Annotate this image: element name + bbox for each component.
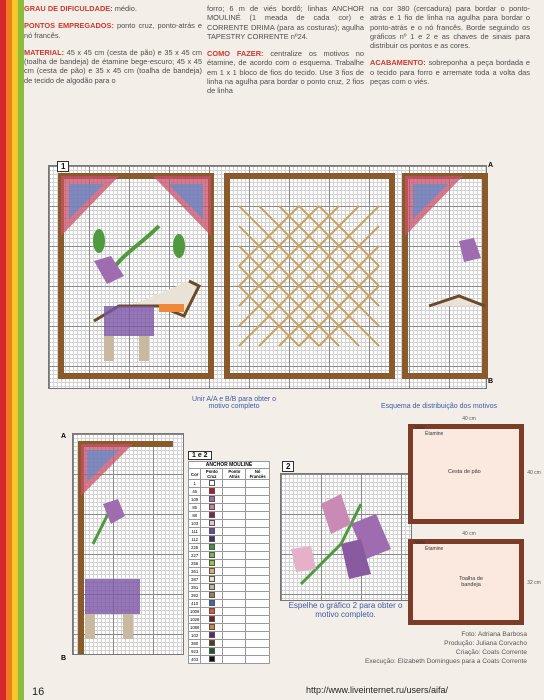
legend-knot-cell <box>246 504 270 512</box>
legend-color-code: 1028 <box>190 617 200 623</box>
legend-swatch <box>209 560 215 566</box>
legend-swatch-cell <box>201 536 223 544</box>
legend-row <box>189 640 270 648</box>
legend-knot-cell <box>246 544 270 552</box>
legend-swatch <box>209 608 215 614</box>
legend-back-cell <box>223 536 246 544</box>
legend-back-cell <box>223 512 246 520</box>
legend-knot-cell <box>246 528 270 536</box>
legend-swatch <box>209 600 215 606</box>
legend-swatch-cell <box>201 648 223 656</box>
legend-color-code: 109 <box>189 496 201 504</box>
dificuldade-value: médio. <box>114 4 137 13</box>
legend-swatch-cell <box>201 496 223 504</box>
legend-swatch-cell <box>201 584 223 592</box>
legend-swatch <box>209 568 215 574</box>
legend-color-code: 1086 <box>190 625 200 631</box>
material-label: MATERIAL: <box>24 47 65 57</box>
legend-swatch-cell <box>201 568 223 576</box>
legend-knot-cell <box>246 608 270 616</box>
legend-swatch-cell <box>201 560 223 568</box>
legend-back-cell <box>223 656 246 664</box>
legend-back-cell <box>223 496 246 504</box>
legend-back-cell <box>223 592 246 600</box>
legend-back-cell <box>223 584 246 592</box>
legend-row <box>189 512 270 520</box>
legend-back-cell <box>223 640 246 648</box>
legend-back-cell <box>223 608 246 616</box>
legend-knot-cell <box>246 560 270 568</box>
legend-knot-cell <box>246 632 270 640</box>
esquema-toalha-de-bandeja <box>408 539 524 625</box>
chart-1-grid <box>48 165 487 389</box>
legend-swatch-cell <box>201 520 223 528</box>
legend-knot-cell <box>246 592 270 600</box>
legend-swatch-cell <box>201 592 223 600</box>
legend-swatch <box>209 592 215 598</box>
legend-back-cell <box>223 528 246 536</box>
pontos-value: ponto cruz, ponto-atrás e nó francês. <box>24 21 202 40</box>
legend-knot-cell <box>246 624 270 632</box>
legend-color-code: 225 <box>189 544 201 552</box>
legend-back-cell <box>223 600 246 608</box>
legend-back-cell <box>223 480 246 488</box>
vies-label: Viés <box>415 425 425 431</box>
legend-color-code: 361 <box>189 568 201 576</box>
legend-row <box>189 496 270 504</box>
mark-a-bottom: A <box>61 433 67 440</box>
legend-row <box>189 552 270 560</box>
source-url: http://www.liveinternet.ru/users/aifa/ <box>306 685 449 695</box>
chart-2-grid <box>280 473 412 601</box>
esquema-bottom-height: 32 cm <box>527 580 541 586</box>
cesta-de-pao-label: Cesta de pão <box>448 469 481 475</box>
legend-back-cell <box>223 520 246 528</box>
legend-row <box>189 480 270 488</box>
legend-color-code: 88 <box>189 512 201 520</box>
legend-color-code: 403 <box>189 656 201 664</box>
legend-knot-cell <box>246 616 270 624</box>
legend-swatch-cell <box>201 488 223 496</box>
legend-header: Nó Francês <box>246 469 270 480</box>
chart-1-motif <box>49 166 486 388</box>
legend-back-cell <box>223 616 246 624</box>
esquema-top-width: 40 cm <box>462 416 476 422</box>
legend-color-code: 227 <box>189 552 201 560</box>
magazine-page <box>24 0 539 700</box>
chart-lower-left-grid <box>72 433 184 655</box>
legend-back-cell <box>223 504 246 512</box>
mark-b-bottom: B <box>61 655 67 662</box>
legend-color-code: 380 <box>189 640 201 648</box>
legend-swatch-cell <box>201 656 223 664</box>
legend-color-code: 256 <box>189 560 201 568</box>
legend-color-code: 111 <box>189 528 201 536</box>
legend-swatch <box>209 536 215 542</box>
legend-knot-cell <box>246 552 270 560</box>
como-fazer-value: centralize os motivos no étamine, de acordo com o esquema. Trabalhe em 1 x 1 bloco de fios do tecido. Use 3 fios de linha na agulha para bordar o ponto cruz, 2 fios de linha <box>207 49 364 96</box>
mark-a-top: A <box>488 162 494 169</box>
legend-back-cell <box>223 568 246 576</box>
legend-color-code: 1 <box>189 480 201 488</box>
legend-swatch-cell <box>201 480 223 488</box>
legend-row <box>189 624 270 632</box>
legend-header: Ponto Cruz <box>201 469 223 480</box>
legend-row <box>189 488 270 496</box>
legend-back-cell <box>223 648 246 656</box>
legend-row <box>189 656 270 664</box>
col2-text: forro; 6 m de viés bordô; linhas ANCHOR MOULINÉ (1 meada de cada cor) e CORRENTE DRIMA (para as costuras); agulha TAPESTRY CORRENTE nº24. <box>207 4 364 41</box>
legend-swatch-cell <box>201 504 223 512</box>
legend-knot-cell <box>246 536 270 544</box>
legend-row <box>189 632 270 640</box>
esquema-cesta-de-pao <box>408 424 524 524</box>
legend-row <box>189 504 270 512</box>
legend-swatch <box>209 544 215 550</box>
legend-row <box>189 560 270 568</box>
legend-swatch <box>209 520 215 526</box>
legend-knot-cell <box>246 512 270 520</box>
page-number: 16 <box>32 686 45 698</box>
color-legend-table <box>188 461 270 664</box>
legend-swatch <box>209 584 215 590</box>
legend-row <box>189 576 270 584</box>
legend-knot-cell <box>246 480 270 488</box>
text-column-3 <box>370 4 530 94</box>
chart-1-tag: 1 <box>57 161 69 172</box>
legend-swatch-cell <box>201 616 223 624</box>
legend-color-code: 387 <box>189 576 201 584</box>
pontos-label: PONTOS EMPREGADOS: <box>24 21 114 31</box>
legend-swatch <box>209 624 215 630</box>
col3-text: na cor 380 (cercadura) para bordar o ponto-atrás e 1 fio de linha na agulha para bordar o ponto-atrás e o nó francês. Borde seguindo os gráficos nº 1 e 2 e as chaves de sinais para distribuir os pontos e as cores. <box>370 4 530 51</box>
legend-row <box>189 592 270 600</box>
legend-color-code: 102 <box>189 632 201 640</box>
credit-criacao: Criação: Coats Corrente <box>455 649 527 656</box>
credit-producao: Produção: Juliana Corvacho <box>444 640 527 647</box>
legend-knot-cell <box>246 584 270 592</box>
text-column-1 <box>24 4 202 93</box>
legend-knot-cell <box>246 576 270 584</box>
legend-swatch-cell <box>201 576 223 584</box>
mark-b-top: B <box>488 378 494 385</box>
legend-swatch <box>209 648 215 654</box>
credit-foto: Foto: Adriana Barbosa <box>461 631 527 638</box>
toalha-de-bandeja-label: Toalha de bandeja <box>459 576 483 588</box>
etamine-label: Étamine <box>425 546 444 552</box>
como-fazer-label: COMO FAZER: <box>207 49 264 59</box>
legend-back-cell <box>223 624 246 632</box>
acabamento-label: ACABAMENTO: <box>370 58 426 68</box>
legend-color-code: 112 <box>189 536 201 544</box>
legend-back-cell <box>223 544 246 552</box>
legend-back-cell <box>223 632 246 640</box>
legend-swatch <box>209 488 215 494</box>
legend-swatch-cell <box>201 544 223 552</box>
legend-swatch-cell <box>201 632 223 640</box>
legend-swatch <box>209 640 215 646</box>
esquema-top-height: 40 cm <box>527 470 541 476</box>
esquema-title: Esquema de distribuição dos motivos <box>381 403 497 410</box>
legend-swatch <box>209 512 215 518</box>
chart-lower-left-motif <box>73 434 183 654</box>
legend-row <box>189 520 270 528</box>
text-column-2 <box>207 4 364 104</box>
legend-knot-cell <box>246 600 270 608</box>
legend-row <box>189 600 270 608</box>
legend-swatch <box>209 528 215 534</box>
legend-title: ANCHOR MOULINÉ <box>189 462 270 469</box>
acabamento-value: sobreponha a peça bordada e o tecido para forro e arremate toda a volta das peças com o viés. <box>370 58 530 87</box>
legend-back-cell <box>223 560 246 568</box>
legend-header: Ponto Atrás <box>223 469 246 480</box>
legend-color-code: 392 <box>189 592 201 600</box>
legend-color-code: 1006 <box>190 609 200 615</box>
legend-swatch-cell <box>201 512 223 520</box>
legend-knot-cell <box>246 488 270 496</box>
legend-knot-cell <box>246 648 270 656</box>
legend-back-cell <box>223 488 246 496</box>
esquema-bottom-width: 40 cm <box>462 531 476 537</box>
legend-color-code: 391 <box>189 584 201 592</box>
legend-row <box>189 568 270 576</box>
legend-swatch <box>209 480 215 486</box>
legend-row <box>189 608 270 616</box>
legend-row <box>189 544 270 552</box>
legend-back-cell <box>223 576 246 584</box>
legend-swatch <box>209 576 215 582</box>
legend-row <box>189 616 270 624</box>
legend-row <box>189 536 270 544</box>
legend-swatch-cell <box>201 528 223 536</box>
chart-2-flower <box>281 474 411 600</box>
legend-knot-cell <box>246 496 270 504</box>
legend-row <box>189 648 270 656</box>
legend-color-code: 923 <box>189 648 201 656</box>
legend-knot-cell <box>246 640 270 648</box>
legend-color-code: 85 <box>189 504 201 512</box>
legend-color-code: 103 <box>189 520 201 528</box>
legend-swatch-cell <box>201 624 223 632</box>
legend-swatch <box>209 656 215 662</box>
espelhe-caption: Espelhe o gráfico 2 para obter o motivo completo. <box>288 601 403 619</box>
legend-tag: 1 e 2 <box>188 451 212 460</box>
legend-swatch-cell <box>201 552 223 560</box>
legend-swatch-cell <box>201 600 223 608</box>
legend-swatch-cell <box>201 608 223 616</box>
legend-color-code: 46 <box>189 488 201 496</box>
material-value: 45 x 45 cm (cesta de pão) e 35 x 45 cm (toalha de bandeja) de étamine bege-escuro; 45 x 45 cm (cesta de pão) e 35 x 45 cm (toalha de bandeja) de tecido de algodão para o <box>24 47 202 85</box>
legend-header: Cor <box>189 469 201 480</box>
chart-2-tag: 2 <box>282 461 294 472</box>
legend-knot-cell <box>246 520 270 528</box>
vies-label: Viés <box>415 540 425 546</box>
dificuldade-label: GRAU DE DIFICULDADE: <box>24 4 113 13</box>
legend-knot-cell <box>246 568 270 576</box>
legend-swatch <box>209 632 215 638</box>
credits <box>365 630 527 666</box>
legend-swatch <box>209 504 215 510</box>
etamine-label: Étamine <box>425 431 444 437</box>
legend-swatch <box>209 496 215 502</box>
legend-row <box>189 584 270 592</box>
unir-caption: Unir A/A e B/B para obter o motivo completo <box>191 396 277 410</box>
legend-swatch <box>209 616 215 622</box>
legend-swatch <box>209 552 215 558</box>
legend-knot-cell <box>246 656 270 664</box>
legend-swatch-cell <box>201 640 223 648</box>
legend-row <box>189 528 270 536</box>
legend-back-cell <box>223 552 246 560</box>
credit-execucao: Execução: Elizabeth Domingues para a Coats Corrente <box>364 658 527 665</box>
legend-color-code: 410 <box>189 600 201 608</box>
